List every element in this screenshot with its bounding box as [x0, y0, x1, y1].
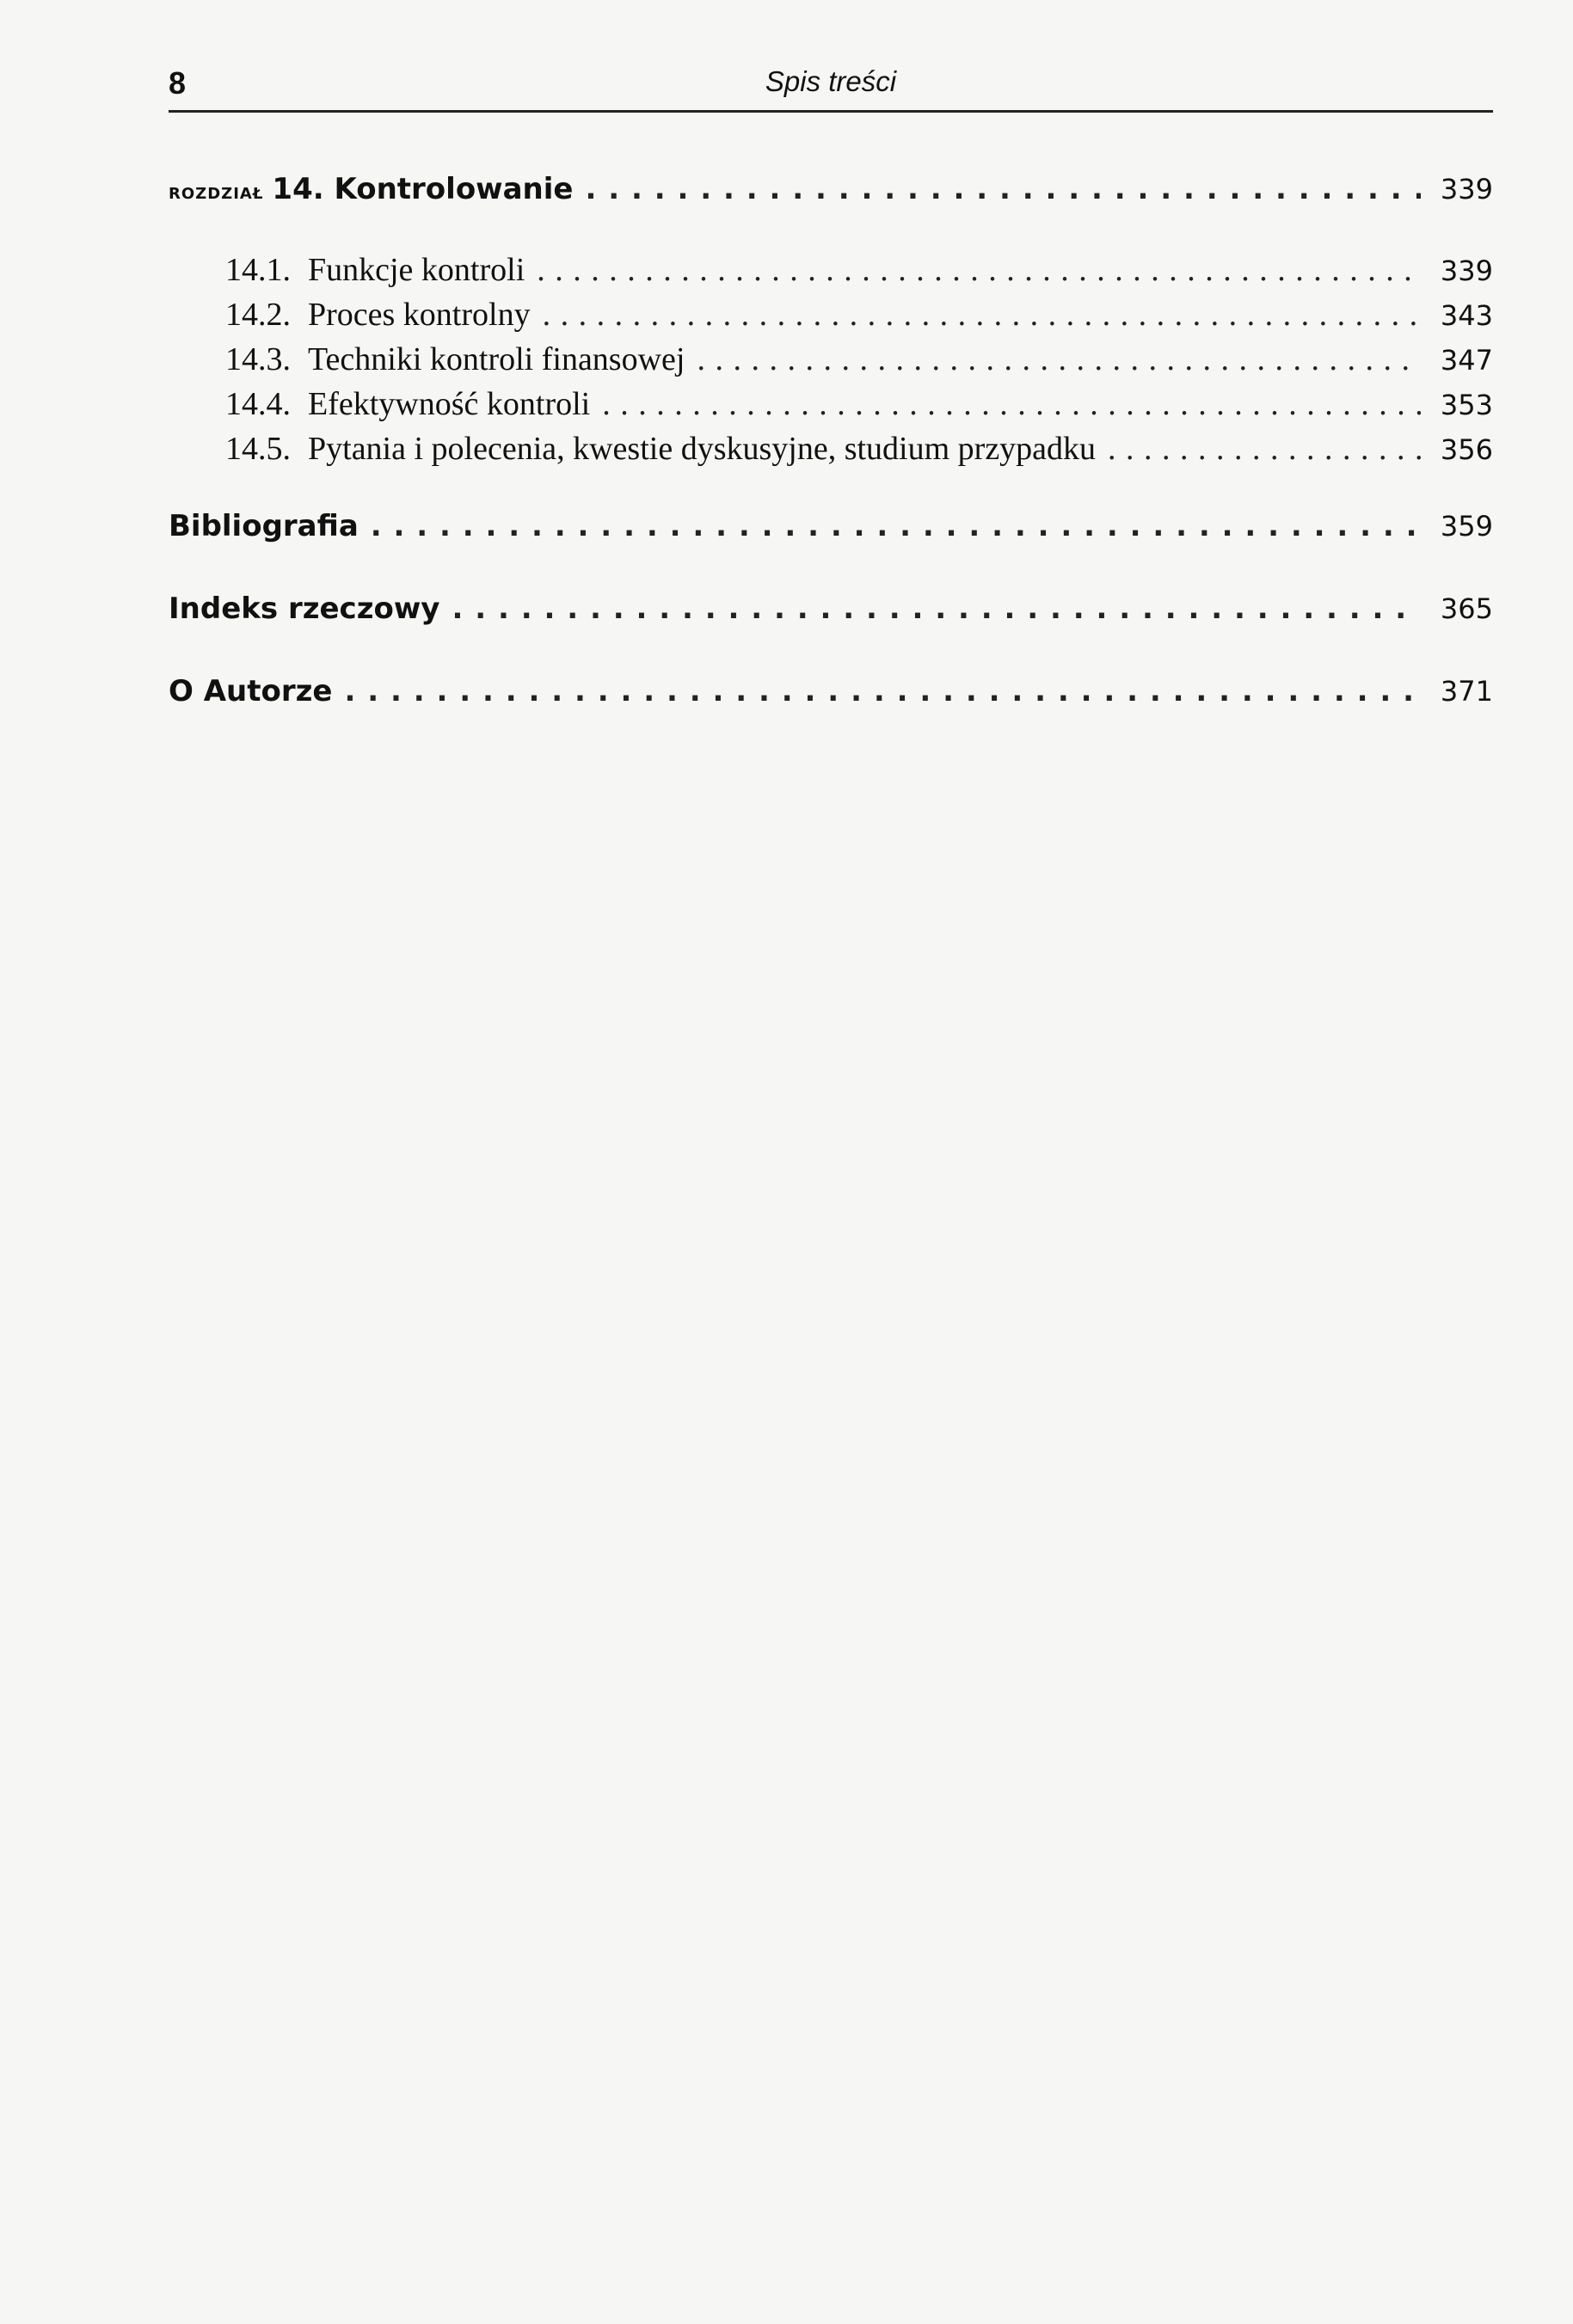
dot-leader [697, 340, 1421, 378]
section-number: 14.3. [225, 341, 291, 377]
section-page: 353 [1440, 389, 1493, 421]
dot-leader [602, 385, 1421, 423]
entry-title: O Autorze [169, 674, 333, 708]
toc-section-entry [169, 430, 1493, 475]
dot-leader [543, 296, 1421, 334]
section-number: 14.4. [225, 386, 291, 422]
entry-title: Indeks rzeczowy [169, 592, 440, 626]
toc-section-entry [169, 340, 1493, 385]
section-title: Pytania i polecenia, kwestie dyskusyjne, studium przypadku [308, 431, 1097, 467]
dot-leader [537, 251, 1421, 289]
section-title: Techniki kontroli finansowej [308, 341, 685, 377]
chapter-title: 14. Kontrolowanie [272, 172, 574, 206]
running-header [169, 62, 1493, 113]
toc-bibliography-entry [169, 509, 1493, 554]
dot-leader [585, 172, 1421, 206]
page-number: 8 [169, 65, 187, 101]
toc-author-entry [169, 674, 1493, 719]
entry-page: 359 [1440, 510, 1493, 543]
running-title: Spis treści [765, 65, 897, 97]
section-title: Efektywność kontroli [308, 386, 591, 422]
section-title: Proces kontrolny [308, 297, 531, 333]
dot-leader [1108, 430, 1421, 468]
entry-page: 371 [1440, 675, 1493, 708]
section-list [169, 251, 1493, 475]
table-of-contents [169, 172, 1493, 757]
dot-leader [345, 674, 1422, 708]
section-page: 343 [1440, 299, 1493, 332]
section-page: 347 [1440, 344, 1493, 377]
section-page: 339 [1440, 254, 1493, 287]
toc-section-entry [169, 385, 1493, 430]
chapter-page: 339 [1440, 173, 1493, 205]
section-title: Funkcje kontroli [308, 252, 525, 288]
chapter-label [169, 172, 573, 206]
section-number: 14.1. [225, 252, 291, 288]
section-page: 356 [1440, 433, 1493, 466]
chapter-kind: rozdział [169, 179, 264, 205]
section-number: 14.2. [225, 297, 291, 333]
dot-leader [452, 592, 1421, 626]
header-rule [169, 110, 1493, 113]
entry-page: 365 [1440, 592, 1493, 625]
toc-index-entry [169, 592, 1493, 636]
entry-title: Bibliografia [169, 509, 359, 543]
toc-section-entry [169, 296, 1493, 340]
toc-chapter-entry [169, 172, 1493, 217]
dot-leader [371, 509, 1421, 543]
section-number: 14.5. [225, 431, 291, 467]
toc-section-entry [169, 251, 1493, 296]
